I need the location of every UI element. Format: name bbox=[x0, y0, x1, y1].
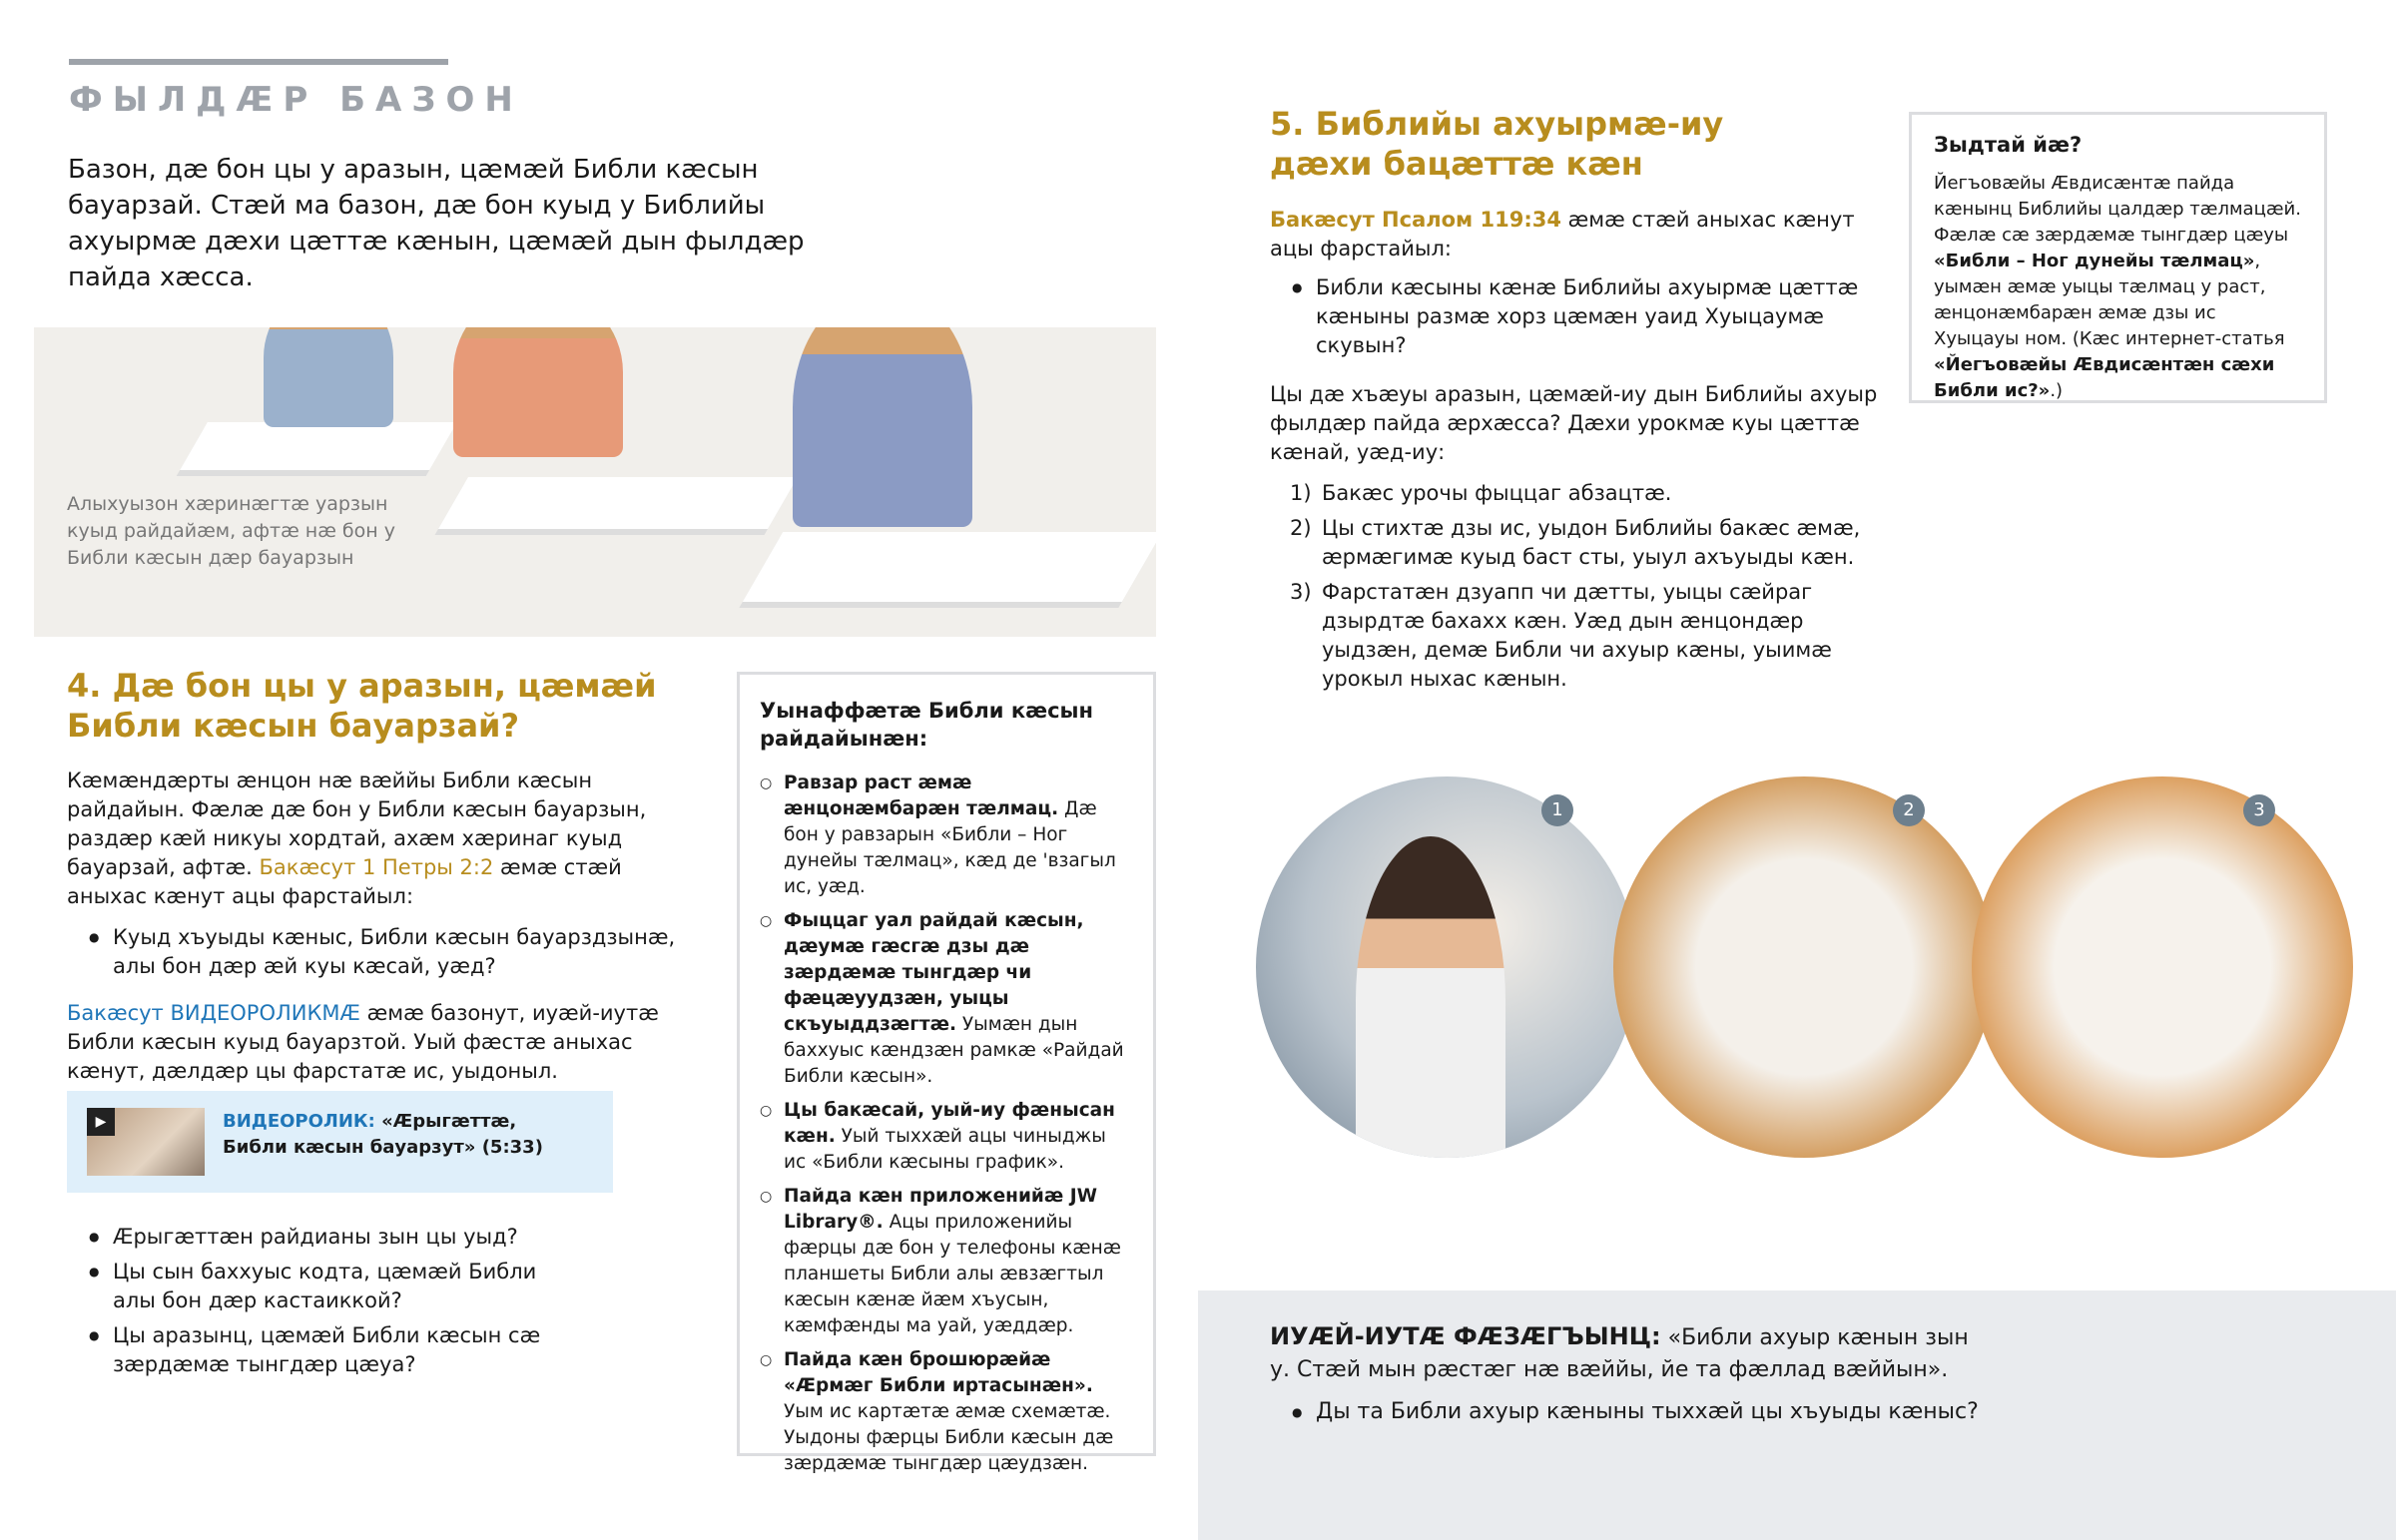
step-badge-2: 2 bbox=[1893, 794, 1925, 826]
title-rule bbox=[69, 59, 448, 65]
video-label: ВИДЕОРОЛИК: bbox=[223, 1111, 375, 1132]
boy-3-figure bbox=[793, 327, 972, 527]
paragraph-text: Кæмæндæрты æнцон нæ вæййы Библи кæсын райдайын. Фæлæ дæ бон у Библи кæсын бауарзын, раздæр кæй никуы хордтай, ахæм хæринаг куыд бауарзай, афтæ. bbox=[67, 769, 647, 879]
scripture-link[interactable]: Бакæсут 1 Петры 2:2 bbox=[259, 855, 494, 879]
tip-item: ○ Пайда кæн приложенийæ JW Library®. Ацы приложенийы фæрцы дæ бон у телефоны кæнæ планшеты Библи алы æвзæгтыл кæсын кæнæ йæм хъусын, кæмфæнды ма уай, уæддæр. bbox=[760, 1184, 1133, 1339]
video-thumbnail[interactable] bbox=[87, 1108, 205, 1176]
side-box-title: Зыдтай йæ? bbox=[1934, 133, 2083, 157]
step-item: 2) Цы стихтæ дзы ис, уыдон Библийы бакæс æмæ, æрмæгимæ куыд баст сты, уыул ахъуыды кæн. bbox=[1290, 516, 1861, 569]
question: ● Цы сын баххуыс кодта, цæмæй Библи алы бон дæр кастаиккой? bbox=[67, 1258, 566, 1315]
section-5-body bbox=[1270, 206, 1889, 700]
scripture-link[interactable]: Бакæсут Псалом 119:34 bbox=[1270, 208, 1561, 232]
summary-quote: «Библи ахуыр кæнын зын у. Стæй мын рæстæг нæ вæййы, йе та фæллад вæййын». bbox=[1270, 1325, 1969, 1382]
page-title: ФЫЛДÆР БАЗОН bbox=[69, 80, 523, 120]
question: ● Библи кæсыны кæнæ Библийы ахуырмæ цæттæ кæныны размæ хорз цæмæн уаид Хуыцаумæ скувын? bbox=[1270, 273, 1889, 360]
tip-item: ○ Цы бакæсай, уый-иу фæнысан кæн. Уый тыххæй ацы чиныджы ис «Библи кæсыны график». bbox=[760, 1098, 1133, 1176]
step-badge-1: 1 bbox=[1541, 794, 1573, 826]
summary-panel bbox=[1198, 1290, 2396, 1540]
section-4-body bbox=[67, 767, 706, 1086]
illustration-step-3 bbox=[1972, 776, 2353, 1158]
video-title[interactable]: «Æрыгæттæ, Библи кæсын бауарзут» (5:33) bbox=[223, 1111, 543, 1158]
illustration-caption: Алыхуызон хæринæгтæ уарзын куыд райдайæм, афтæ нæ бон у Библи кæсын дæр бауарзын bbox=[67, 493, 395, 569]
question: ● Æрыгæттæн райдианы зын цы уыд? bbox=[67, 1223, 566, 1252]
step-badge-3: 3 bbox=[2243, 794, 2275, 826]
boy-2-figure bbox=[453, 327, 623, 457]
paragraph-text: æмæ стæй аныхас кæнут ацы фарстайыл: bbox=[1270, 208, 1855, 260]
summary-label: ИУÆЙ-ИУТÆ ФÆЗÆГЪЫНЦ: bbox=[1270, 1322, 1661, 1350]
paragraph-text: Цы дæ хъæуы аразын, цæмæй-иу дын Библийы ахуыр фылдæр пайда æрхæсса? Дæхи урокмæ куы цæттæ кæнай, уæд-иу: bbox=[1270, 382, 1878, 464]
step-item: 1) Бакæс урочы фыццаг абзацтæ. bbox=[1290, 481, 1672, 505]
tip-item: ○ Равзар раст æмæ æнцонæмбарæн тæлмац. Дæ бон у равзарын «Библи – Ног дунейы тæлмац», кæд де 'взагыл ис, уæд. bbox=[760, 770, 1133, 900]
side-box-text: Йегъовæйы Æвдисæнтæ пайда кæнынц Библийы цалдæр тæлмацæй. Фæлæ сæ зæрдæмæ тынгдæр цæуы «Библи – Ног дунейы тæлмац», уымæн æмæ уыцы тæлмац у раст, æнцонæмбарæн æмæ дзы ис Хуыцауы ном. (Кæс интернет-статья «Йегъовæйы Æвдисæнтæн сæхи Библи ис?».) bbox=[1934, 173, 2301, 401]
paragraph-text: æмæ стæй аныхас кæнут ацы фарстайыл: bbox=[67, 855, 622, 908]
section-5-heading: 5. Библийы ахуырмæ-иу дæхи бацæттæ кæн bbox=[1270, 105, 1724, 183]
video-card[interactable] bbox=[67, 1091, 613, 1193]
question: ● Куыд хъуыды кæныс, Библи кæсын бауарздзынæ, алы бон дæр æй куы кæсай, уæд? bbox=[67, 923, 706, 981]
section-4-heading: 4. Дæ бон цы у аразын, цæмæй Библи кæсын бауарзай? bbox=[67, 667, 657, 745]
table-3 bbox=[743, 532, 1156, 602]
step-item: 3) Фарстатæн дзуапп чи дæтты, уыцы сæйраг дзырдтæ бахахх кæн. Уæд дын æнцондæр уыдзæн, демæ Библи чи ахуыр кæны, уыимæ урокыл ныхас кæнын. bbox=[1290, 580, 1832, 691]
illustration-step-1 bbox=[1256, 776, 1637, 1158]
table-1 bbox=[180, 422, 457, 470]
boy-1-figure bbox=[264, 327, 393, 427]
play-icon[interactable]: ▶ bbox=[87, 1108, 115, 1136]
illustration-band bbox=[34, 327, 1156, 637]
tip-item: ○ Фыццаг уал райдай кæсын, дæумæ гæсгæ дзы дæ зæрдæмæ тынгдæр чи фæцæуудзæн, уыцы скъуыддзæгтæ. Уымæн дын баххуыс кæндзæн рамкæ «Райдай Библи кæсын». bbox=[760, 908, 1133, 1090]
paragraph-text: æмæ базонут, иуæй-иутæ Библи кæсын куыд бауарзтой. Уый фæстæ аныхас кæнут, дæлдæр цы фарстатæ ис, уыдоныл. bbox=[67, 1001, 659, 1083]
intro-text: Базон, дæ бон цы у аразын, цæмæй Библи кæсын бауарзай. Стæй ма базон, дæ бон куыд у Библийы ахуырмæ дæхи цæттæ кæнын, цæмæй дын фылдæр пайда хæсса. bbox=[68, 155, 805, 292]
question: ● Цы аразынц, цæмæй Библи кæсын сæ зæрдæмæ тынгдæр цæуа? bbox=[67, 1321, 566, 1379]
tips-box bbox=[737, 672, 1156, 1474]
video-link[interactable]: Бакæсут ВИДЕОРОЛИКМÆ bbox=[67, 1001, 360, 1025]
tips-title: Уынаффæтæ Библи кæсын райдайынæн: bbox=[760, 699, 1094, 751]
question: ● Ды та Библи ахуыр кæныны тыххæй цы хъуыды кæныс? bbox=[1270, 1396, 1989, 1428]
table-2 bbox=[438, 477, 798, 529]
did-you-know-box bbox=[1909, 112, 2327, 403]
illustration-step-2 bbox=[1613, 776, 1995, 1158]
video-questions bbox=[67, 1223, 566, 1379]
tip-item: ○ Пайда кæн брошюрæйæ «Æрмæг Библи иртасынæн». Уым ис картæтæ æмæ схемæтæ. Уыдоны фæрцы Библи кæсын дæ зæрдæмæ тынгдæр цæудзæн. bbox=[760, 1347, 1133, 1477]
